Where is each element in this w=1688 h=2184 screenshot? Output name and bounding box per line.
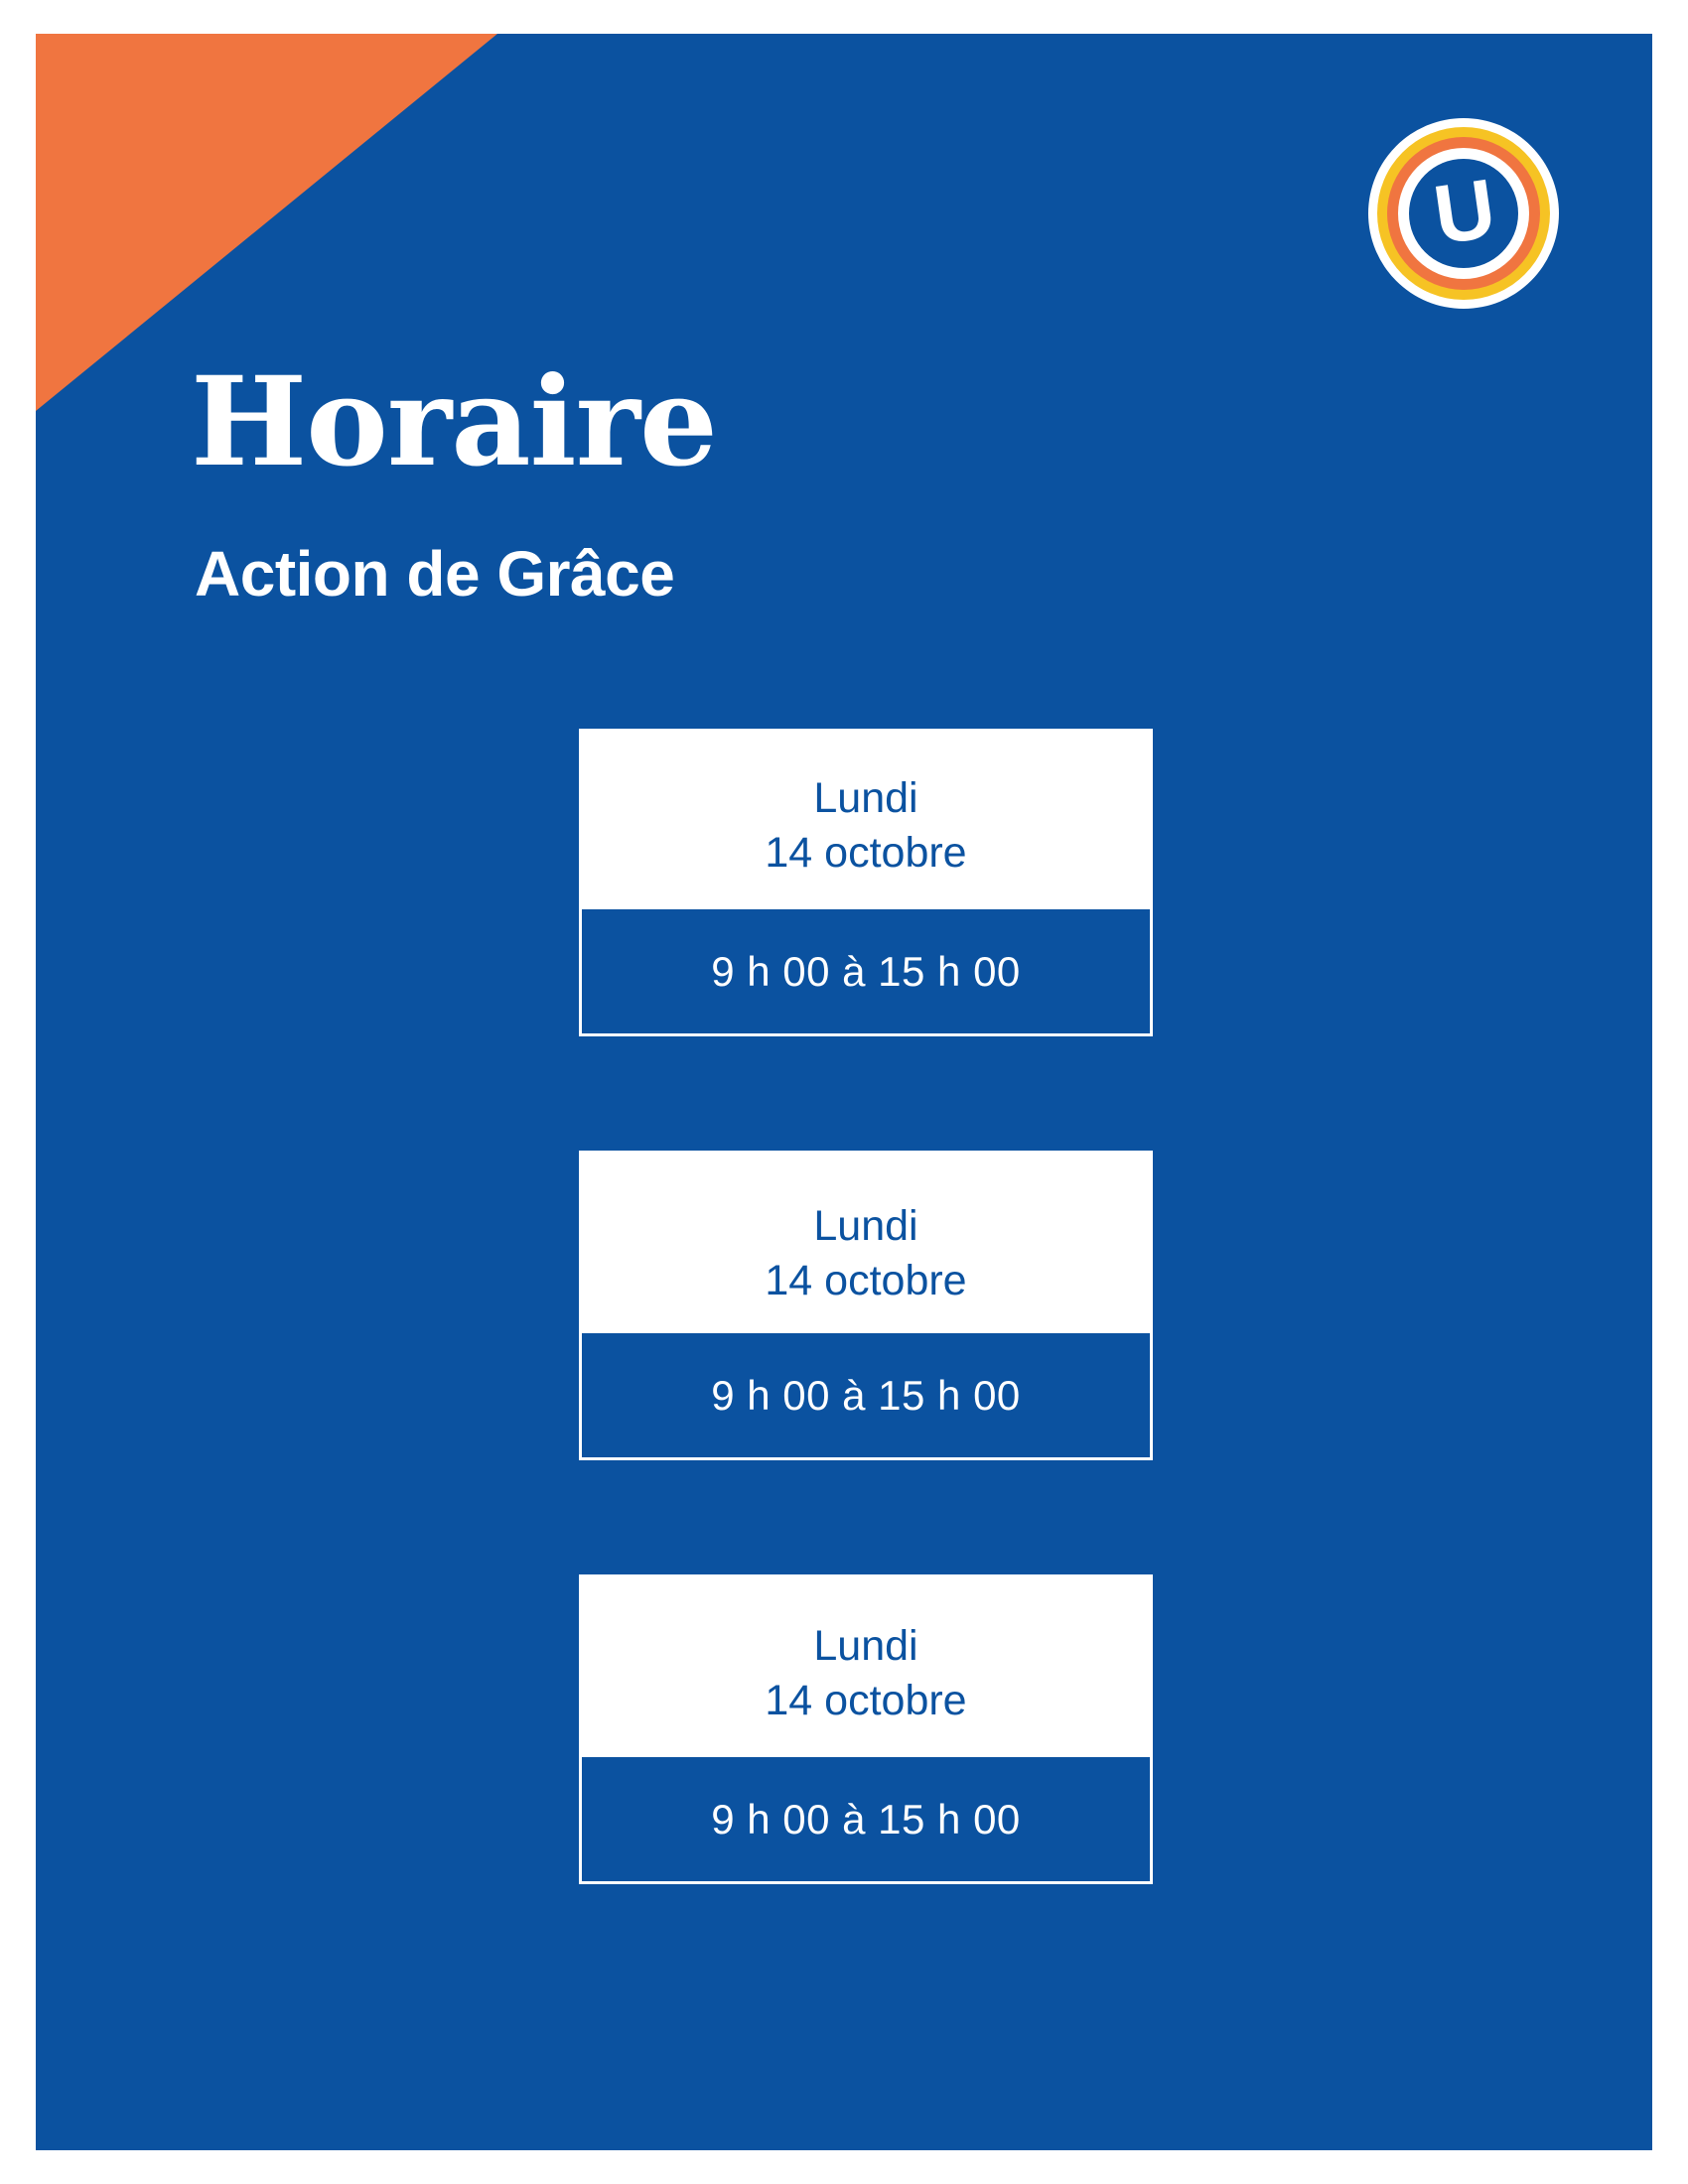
poster	[36, 34, 1652, 2150]
schedule-card-hours: 9 h 00 à 15 h 00	[711, 947, 1021, 995]
schedule-card-day: Lundi	[813, 1622, 918, 1671]
schedule-card-header	[579, 729, 1153, 909]
schedule-card-hours-band	[579, 909, 1153, 1036]
page-title: Horaire	[191, 350, 717, 494]
schedule-card	[579, 1151, 1153, 1460]
schedule-card	[579, 1574, 1153, 1884]
schedule-card-hours-band	[579, 1333, 1153, 1460]
schedule-card-header	[579, 1151, 1153, 1333]
schedule-card-date: 14 octobre	[765, 1257, 967, 1305]
schedule-card-hours: 9 h 00 à 15 h 00	[711, 1795, 1021, 1843]
schedule-card-header	[579, 1574, 1153, 1757]
schedule-card-date: 14 octobre	[765, 829, 967, 878]
schedule-card-hours-band	[579, 1757, 1153, 1884]
schedule-card	[579, 729, 1153, 1036]
schedule-card-hours: 9 h 00 à 15 h 00	[711, 1371, 1021, 1419]
logo-letter: U	[1428, 161, 1499, 262]
logo-core	[1409, 159, 1518, 268]
schedule-card-day: Lundi	[813, 774, 918, 822]
page-subtitle: Action de Grâce	[195, 538, 675, 610]
university-u-logo-icon	[1368, 118, 1559, 309]
schedule-card-day: Lundi	[813, 1202, 918, 1251]
schedule-card-list	[579, 729, 1155, 1884]
schedule-card-date: 14 octobre	[765, 1677, 967, 1725]
